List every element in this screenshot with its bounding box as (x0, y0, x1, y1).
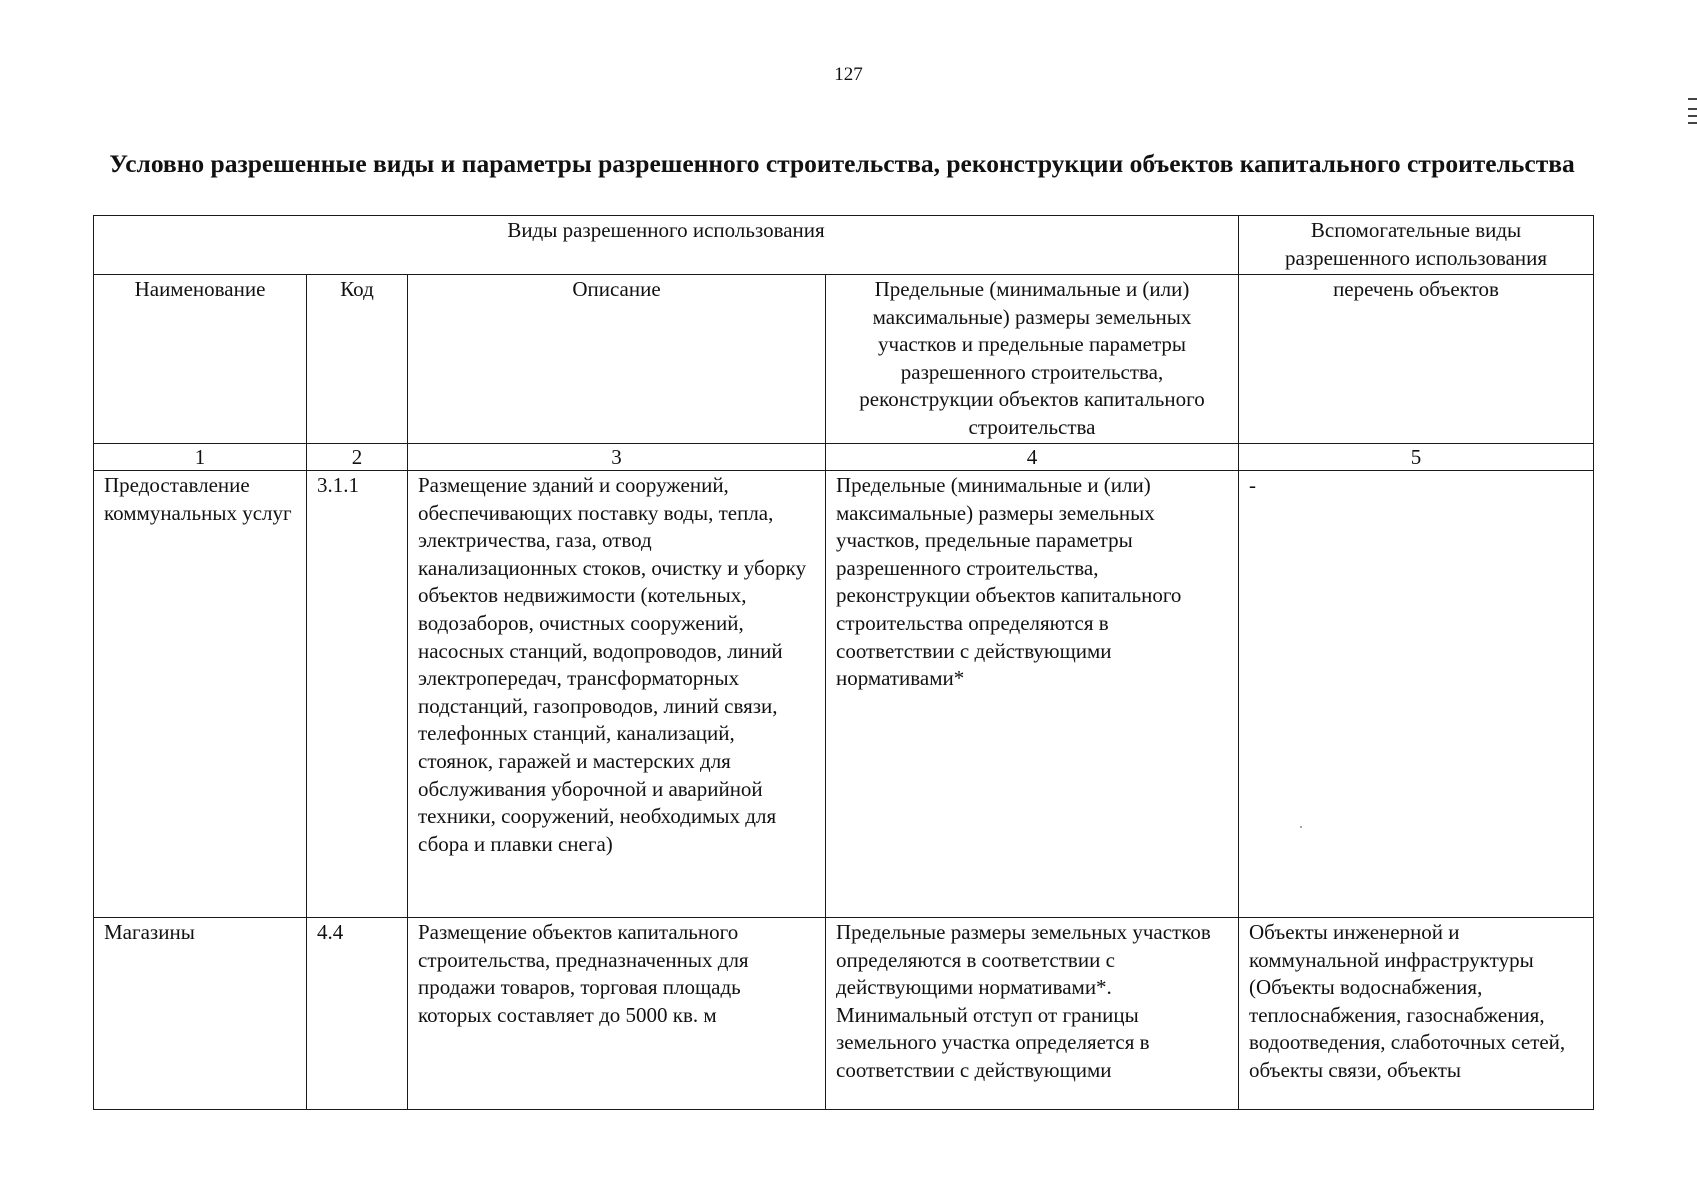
column-header-name: Наименование (94, 275, 307, 444)
table-column-number-row (94, 444, 1594, 471)
group-header-main: Виды разрешенного использования (94, 216, 1239, 275)
group-header-auxiliary: Вспомогательные виды разрешенного использования (1239, 216, 1594, 275)
row-auxiliary: Объекты инженерной и коммунальной инфраструктуры (Объекты водоснабжения, теплоснабжения, газоснабжения, водоотведения, слаботочных сетей, объекты связи, объекты (1239, 918, 1594, 1110)
row-auxiliary: - (1239, 471, 1594, 918)
column-number: 1 (94, 444, 307, 471)
column-header-objects: перечень объектов (1239, 275, 1594, 444)
column-number: 5 (1239, 444, 1594, 471)
column-header-parameters: Предельные (минимальные и (или) максимальные) размеры земельных участков и предельные параметры разрешенного строительства, реконструкции объектов капитального строительства (826, 275, 1239, 444)
column-header-code: Код (307, 275, 408, 444)
row-parameters: Предельные (минимальные и (или) максимальные) размеры земельных участков, предельные параметры разрешенного строительства, реконструкции объектов капитального строительства определяются в соответствии с действующими нормативами* (826, 471, 1239, 918)
table-group-header-row (94, 216, 1594, 275)
row-name: Предоставление коммунальных услуг (94, 471, 307, 918)
table-row (94, 471, 1594, 918)
table-row (94, 918, 1594, 1110)
row-code: 4.4 (307, 918, 408, 1110)
row-name: Магазины (94, 918, 307, 1110)
table-column-header-row (94, 275, 1594, 444)
scan-edge-marks (1688, 98, 1697, 128)
column-header-description: Описание (408, 275, 826, 444)
column-number: 3 (408, 444, 826, 471)
permitted-use-table (93, 215, 1594, 1110)
page-number: 127 (834, 64, 863, 85)
column-number: 4 (826, 444, 1239, 471)
row-description: Размещение объектов капитального строительства, предназначенных для продажи товаров, торговая площадь которых составляет до 5000 кв. м (408, 918, 826, 1110)
row-code: 3.1.1 (307, 471, 408, 918)
document-title: Условно разрешенные виды и параметры разрешенного строительства, реконструкции объектов капитального строительства (109, 149, 1575, 178)
scan-dot-mark (1300, 826, 1302, 828)
column-number: 2 (307, 444, 408, 471)
row-description: Размещение зданий и сооружений, обеспечивающих поставку воды, тепла, электричества, газа, отвод канализационных стоков, очистку и уборку объектов недвижимости (котельных, водозаборов, очистных сооружений, насосных станций, водопроводов, линий электропередач, трансформаторных подстанций, газопроводов, линий связи, телефонных станций, канализаций, стоянок, гаражей и мастерских для обслуживания уборочной и аварийной техники, сооружений, необходимых для сбора и плавки снега) (408, 471, 826, 918)
row-parameters: Предельные размеры земельных участков определяются в соответствии с действующими нормативами*. Минимальный отступ от границы земельного участка определяется в соответствии с действующими (826, 918, 1239, 1110)
